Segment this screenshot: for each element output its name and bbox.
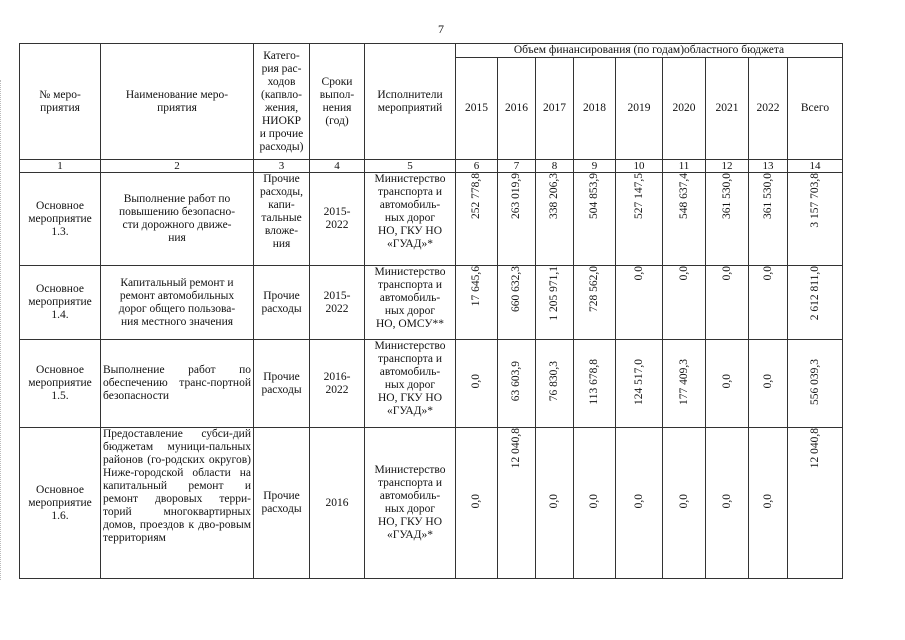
header-year: Всего: [788, 58, 843, 160]
column-number: 13: [749, 160, 788, 173]
funding-value: [749, 266, 788, 340]
funding-value: [616, 340, 663, 428]
funding-value-text: 12 040,8: [510, 428, 522, 469]
funding-value: [536, 173, 574, 266]
funding-value-text: 113 678,8: [588, 358, 600, 405]
column-number: 12: [706, 160, 749, 173]
header-measure-number: № меро- приятия: [20, 44, 101, 160]
funding-value-text: 0,0: [470, 374, 482, 389]
header-year: 2019: [616, 58, 663, 160]
funding-value-text: 0,0: [720, 493, 733, 509]
funding-value: [616, 266, 663, 340]
funding-value-text: 548 637,4: [677, 173, 690, 219]
funding-value-text: 3 157 703,8: [808, 173, 821, 228]
expense-category: Прочие расходы: [254, 266, 310, 340]
header-period: Сроки выпол- нения (год): [310, 44, 365, 160]
funding-value: [536, 428, 574, 579]
funding-value: [536, 340, 574, 428]
funding-value-text: 0,0: [632, 493, 645, 509]
column-number: 2: [101, 160, 254, 173]
funding-value: [788, 340, 843, 428]
table-row: [20, 428, 843, 579]
funding-value-text: 0,0: [761, 493, 774, 509]
expense-category: Прочие расходы, капи- тальные вложе- ния: [254, 173, 310, 266]
funding-value-text: 124 517,0: [632, 358, 645, 405]
funding-value-text: 527 147,5: [632, 173, 645, 219]
funding-value-text: 0,0: [677, 266, 690, 281]
column-number: 9: [574, 160, 616, 173]
header-funding: Объем финансирования (по годам)областного бюджета: [456, 44, 843, 58]
funding-value: [663, 266, 706, 340]
funding-value: [788, 428, 843, 579]
header-year: 2020: [663, 58, 706, 160]
funding-value: [456, 428, 498, 579]
funding-value-text: 660 632,3: [510, 266, 522, 312]
period: 2015- 2022: [310, 173, 365, 266]
column-number: 11: [663, 160, 706, 173]
table-row: [20, 266, 843, 340]
funding-value-text: 0,0: [588, 493, 600, 509]
funding-value: [456, 340, 498, 428]
funding-value: [706, 428, 749, 579]
funding-value-text: 17 645,6: [470, 266, 482, 307]
period: 2015- 2022: [310, 266, 365, 340]
funding-value-text: 0,0: [632, 266, 645, 281]
funding-value-text: 252 778,8: [470, 173, 482, 219]
table-row: [20, 173, 843, 266]
funding-value: [663, 428, 706, 579]
header-measure-name: Наименование меро- приятия: [101, 44, 254, 160]
measure-number: Основное мероприятие 1.5.: [20, 340, 101, 428]
measure-name: Капитальный ремонт и ремонт автомобильных дорог общего пользова- ния местного значения: [101, 266, 254, 340]
column-number: 1: [20, 160, 101, 173]
header-expense-category: Катего- рия рас- ходов (капвло- жения, НИОКР и прочие расходы): [254, 44, 310, 160]
funding-value: [498, 266, 536, 340]
funding-value-text: 63 603,9: [510, 361, 522, 402]
funding-value: [616, 173, 663, 266]
executors: Министерство транспорта и автомобиль- ных дорог НО, ГКУ НО «ГУАД»*: [365, 428, 456, 579]
executors: Министерство транспорта и автомобиль- ных дорог НО, ОМСУ**: [365, 266, 456, 340]
funding-value: [749, 428, 788, 579]
executors: Министерство транспорта и автомобиль- ных дорог НО, ГКУ НО «ГУАД»*: [365, 340, 456, 428]
funding-value-text: 361 530,0: [761, 173, 774, 219]
funding-value: [498, 340, 536, 428]
funding-value-text: 728 562,0: [588, 266, 600, 312]
funding-value-text: 0,0: [677, 493, 690, 509]
column-number: 10: [616, 160, 663, 173]
funding-value-text: 2 612 811,0: [808, 266, 821, 321]
funding-value-text: 76 830,3: [548, 361, 560, 402]
funding-value-text: 0,0: [720, 266, 733, 281]
measure-number: Основное мероприятие 1.6.: [20, 428, 101, 579]
funding-value-text: 0,0: [470, 493, 482, 509]
header-year: 2016: [498, 58, 536, 160]
funding-value: [663, 340, 706, 428]
funding-value: [706, 340, 749, 428]
funding-value: [749, 340, 788, 428]
table-row: [20, 340, 843, 428]
funding-value: [456, 173, 498, 266]
header-year: 2022: [749, 58, 788, 160]
column-number: 14: [788, 160, 843, 173]
funding-value: [574, 428, 616, 579]
page-number: 7: [438, 22, 444, 36]
measure-name: Выполнение работ по повышению безопасно- сти дорожного движе- ния: [101, 173, 254, 266]
column-number: 7: [498, 160, 536, 173]
funding-value-text: 361 530,0: [720, 173, 733, 219]
expense-category: Прочие расходы: [254, 340, 310, 428]
funding-value: [706, 173, 749, 266]
funding-value-text: 0,0: [761, 266, 774, 281]
funding-value-text: 0,0: [720, 374, 733, 389]
period: 2016: [310, 428, 365, 579]
funding-value-text: 0,0: [761, 374, 774, 389]
funding-value: [749, 173, 788, 266]
executors: Министерство транспорта и автомобиль- ных дорог НО, ГКУ НО «ГУАД»*: [365, 173, 456, 266]
funding-value: [456, 266, 498, 340]
column-number: 3: [254, 160, 310, 173]
funding-value-text: 12 040,8: [808, 428, 821, 469]
funding-value: [788, 173, 843, 266]
funding-value-text: 556 039,3: [808, 358, 821, 405]
funding-value-text: 338 206,3: [548, 173, 560, 219]
measure-number: Основное мероприятие 1.3.: [20, 173, 101, 266]
column-number: 8: [536, 160, 574, 173]
funding-value: [706, 266, 749, 340]
funding-value-text: 263 019,9: [510, 173, 522, 219]
funding-value-text: 0,0: [548, 493, 560, 509]
funding-value: [788, 266, 843, 340]
funding-value: [498, 173, 536, 266]
column-number: 4: [310, 160, 365, 173]
measure-number: Основное мероприятие 1.4.: [20, 266, 101, 340]
header-year: 2021: [706, 58, 749, 160]
funding-value: [616, 428, 663, 579]
header-executors: Исполнители мероприятий: [365, 44, 456, 160]
expense-category: Прочие расходы: [254, 428, 310, 579]
funding-value-text: 1 205 971,1: [548, 266, 560, 321]
funding-value: [663, 173, 706, 266]
column-number: 5: [365, 160, 456, 173]
measure-name: Выполнение работ по обеспечению транс-портной безопасности: [101, 340, 254, 428]
header-year: 2018: [574, 58, 616, 160]
funding-table: [19, 43, 843, 579]
funding-value: [536, 266, 574, 340]
measure-name: Предоставление субси-дий бюджетам муници-пальных районов (го-родских округов) Ниже-городской области на капитальный ремонт и ремонт дворовых терри-торий многоквартирных домов, проездов к дво-ровым территориям: [101, 428, 254, 579]
funding-value-text: 177 409,3: [677, 358, 690, 405]
funding-value: [574, 173, 616, 266]
period: 2016- 2022: [310, 340, 365, 428]
scan-edge-marks: [0, 80, 3, 580]
header-year: 2017: [536, 58, 574, 160]
column-number: 6: [456, 160, 498, 173]
funding-value-text: 504 853,9: [588, 173, 600, 219]
funding-value: [498, 428, 536, 579]
funding-value: [574, 266, 616, 340]
funding-value: [574, 340, 616, 428]
header-year: 2015: [456, 58, 498, 160]
